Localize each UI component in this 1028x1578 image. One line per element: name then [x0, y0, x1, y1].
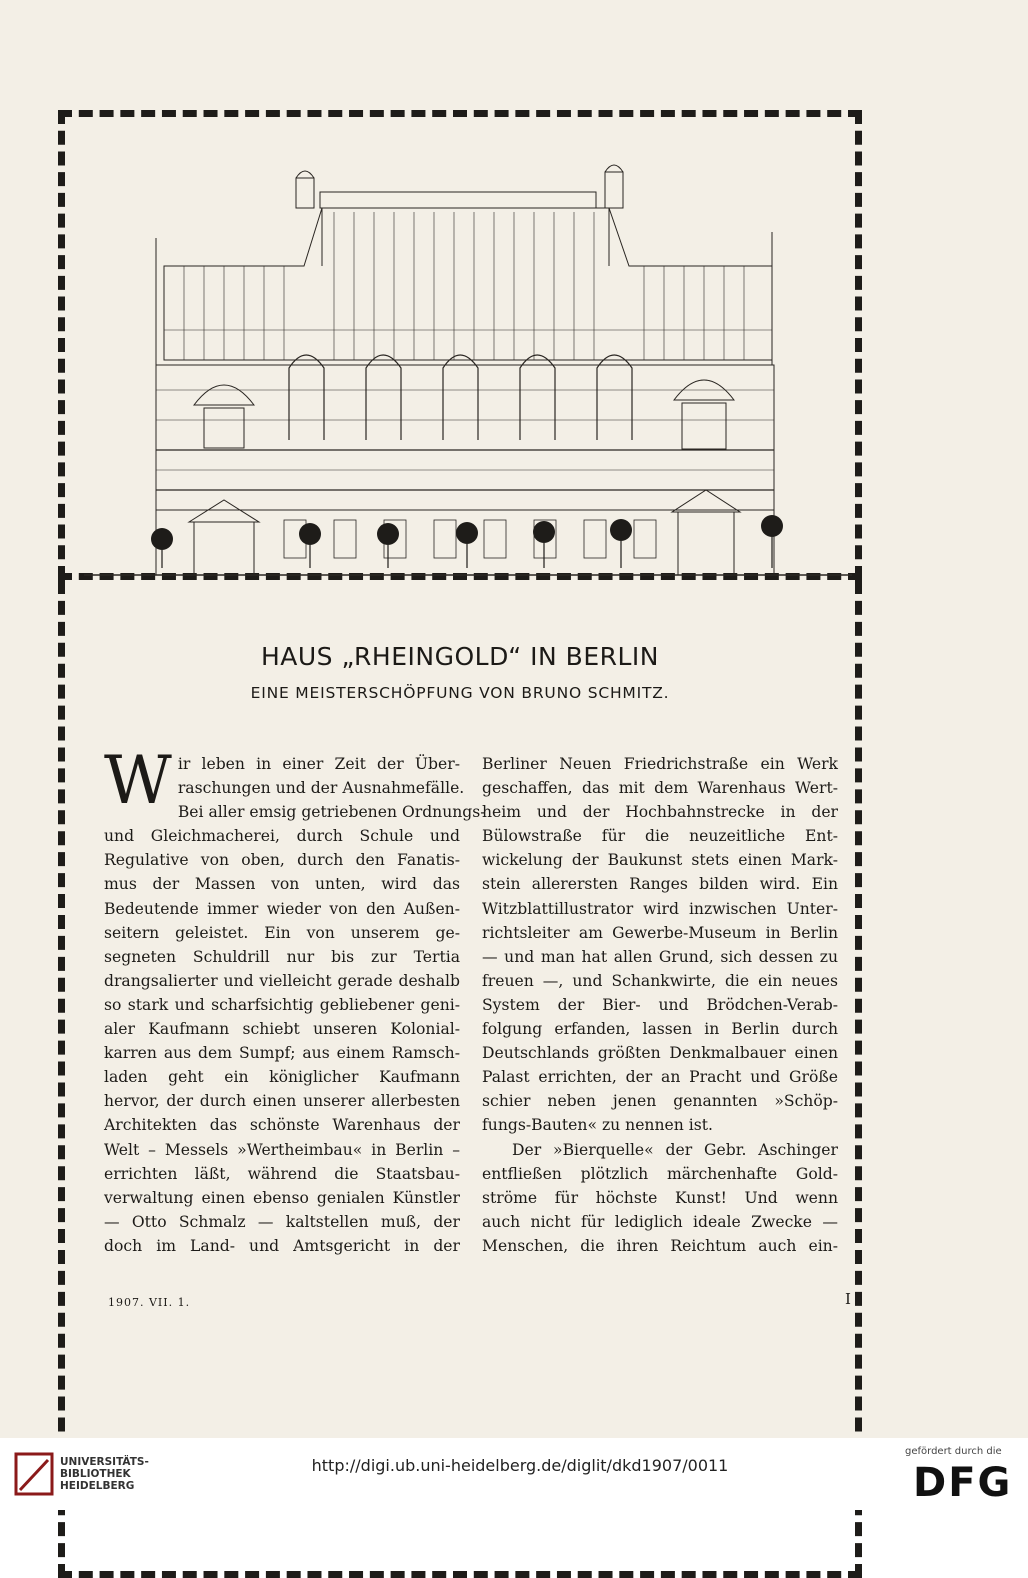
text-line: doch im Land- und Amtsgericht in der: [104, 1236, 460, 1255]
text-line: wickelung der Baukunst stets einen Mark-: [482, 851, 838, 870]
text-line: richtsleiter am Gewerbe-Museum in Berlin: [482, 923, 838, 942]
text-line: Berliner Neuen Friedrichstraße ein Werk: [482, 755, 838, 773]
drop-cap: W: [104, 742, 172, 819]
text-line: fungs-Bauten« zu nennen ist.: [482, 1116, 713, 1135]
text-line: — Otto Schmalz — kaltstellen muß, der: [104, 1212, 460, 1231]
library-name: [60, 1456, 149, 1492]
text-line: errichten läßt, während die Staatsbau-: [104, 1164, 460, 1183]
text-line: Palast errichten, der an Pracht und Größe: [482, 1068, 838, 1087]
text-line: auch nicht für lediglich ideale Zwecke —: [482, 1212, 838, 1231]
text-line: aler Kaufmann schiebt unseren Kolonial-: [104, 1020, 460, 1039]
text-line: freuen —, und Schankwirte, die ein neues: [482, 971, 838, 990]
text-line: stein allerersten Ranges bilden wird. Ein: [482, 875, 838, 894]
library-line: HEIDELBERG: [60, 1480, 135, 1492]
text-line: karren aus dem Sumpf; aus einem Ramsch-: [104, 1044, 460, 1063]
dfg-logo: DFG: [913, 1460, 1013, 1506]
article-title: HAUS „RHEINGOLD“ IN BERLIN: [260, 642, 660, 671]
text-line: seitern geleistet. Ein von unserem ge-: [104, 923, 460, 942]
viewer-footer-bar: [0, 1438, 1028, 1510]
text-line: Bedeutende immer wieder von den Außen-: [104, 899, 460, 918]
text-line: Architekten das schönste Warenhaus der: [104, 1116, 460, 1135]
text-line: drangsalierter und vielleicht gerade deshalb: [104, 971, 460, 990]
text-line: und Gleichmacherei, durch Schule und: [104, 827, 460, 846]
text-line: verwaltung einen ebenso genialen Künstler: [104, 1188, 460, 1207]
text-line: so stark und scharfsichtig gebliebener geni-: [104, 995, 460, 1014]
text-line: segneten Schuldrill nur bis zur Tertia: [104, 947, 460, 966]
text-line: geschaffen, das mit dem Warenhaus Wert-: [482, 779, 838, 798]
text-line: Witzblattillustrator wird inzwischen Unter-: [482, 899, 838, 918]
university-library-logo-icon: [14, 1452, 54, 1496]
library-line: BIBLIOTHEK: [60, 1468, 131, 1480]
page-number: I: [845, 1290, 851, 1308]
text-line: Der »Bierquelle« der Gebr. Aschinger: [512, 1140, 838, 1159]
text-line: laden geht ein königlicher Kaufmann: [104, 1068, 460, 1087]
text-line: Bei aller emsig getriebenen Ordnungs-: [177, 803, 486, 822]
text-line: mus der Massen von unten, wird das: [104, 875, 460, 894]
text-line: Regulative von oben, durch den Fanatis-: [104, 851, 460, 870]
text-line: System der Bier- und Brödchen-Verab-: [482, 995, 838, 1014]
issue-reference: 1907. VII. 1.: [108, 1296, 191, 1309]
text-line: folgung erfanden, lassen in Berlin durch: [482, 1020, 838, 1039]
text-line: Deutschlands größten Denkmalbauer einen: [482, 1044, 838, 1063]
text-line: — und man hat allen Grund, sich dessen zu: [482, 947, 838, 966]
text-line: Bülowstraße für die neuzeitliche Ent-: [482, 827, 838, 846]
article-subtitle: EINE MEISTERSCHÖPFUNG VON BRUNO SCHMITZ.: [250, 684, 670, 702]
text-line: Menschen, die ihren Reichtum auch ein-: [482, 1236, 838, 1255]
library-line: UNIVERSITÄTS-: [60, 1456, 149, 1468]
sponsor-caption: gefördert durch die: [905, 1446, 1002, 1457]
text-line: ströme für höchste Kunst! Und wenn: [482, 1188, 838, 1207]
text-column-right: [482, 752, 838, 1258]
facade-drawing: [84, 150, 852, 582]
text-line: ir leben in einer Zeit der Über-: [177, 755, 460, 773]
permalink-url[interactable]: http://digi.ub.uni-heidelberg.de/diglit/dkd1907/0011: [311, 1456, 729, 1475]
text-column-left: [104, 742, 486, 1258]
text-line: Welt – Messels »Wertheimbau« in Berlin –: [104, 1140, 460, 1159]
text-line: raschungen und der Ausnahmefälle.: [177, 779, 465, 798]
text-line: entfließen plötzlich märchenhafte Gold-: [482, 1164, 838, 1183]
text-line: schier neben jenen genannten »Schöp-: [482, 1092, 838, 1111]
text-line: heim und der Hochbahnstrecke in der: [482, 803, 838, 822]
text-line: hervor, der durch einen unserer allerbesten: [104, 1092, 460, 1111]
